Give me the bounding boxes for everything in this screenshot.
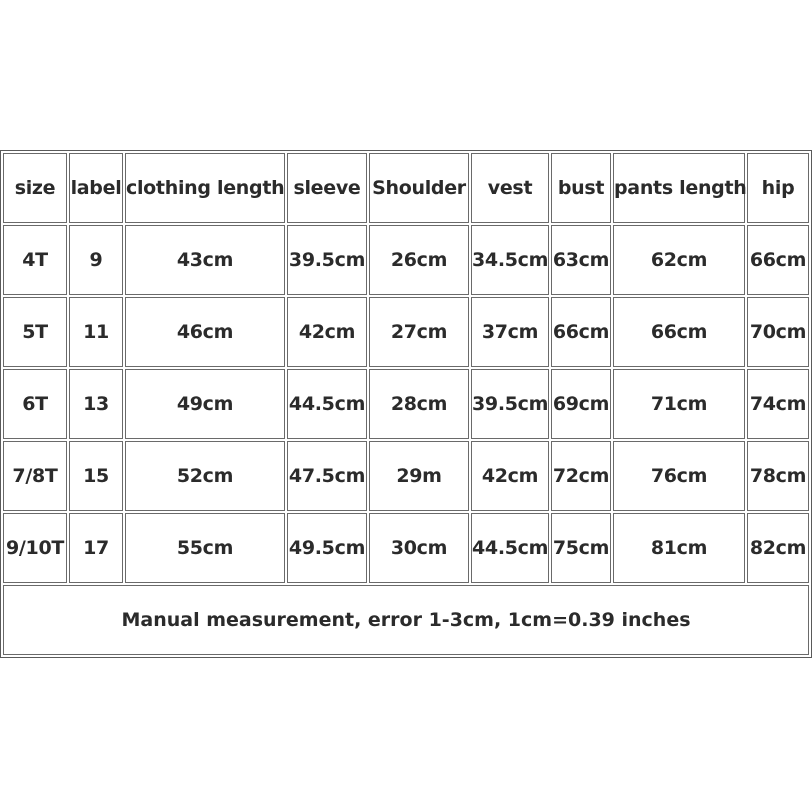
cell-clothing-length: 49cm — [125, 369, 285, 439]
cell-vest: 37cm — [471, 297, 549, 367]
cell-bust: 63cm — [551, 225, 611, 295]
cell-label: 9 — [69, 225, 123, 295]
cell-sleeve: 49.5cm — [287, 513, 367, 583]
header-sleeve: sleeve — [287, 153, 367, 223]
cell-pants-length: 66cm — [613, 297, 745, 367]
cell-hip: 66cm — [747, 225, 809, 295]
cell-bust: 75cm — [551, 513, 611, 583]
cell-size: 4T — [3, 225, 67, 295]
header-size: size — [3, 153, 67, 223]
cell-size: 7/8T — [3, 441, 67, 511]
cell-sleeve: 42cm — [287, 297, 367, 367]
table-row — [3, 225, 809, 295]
cell-label: 17 — [69, 513, 123, 583]
cell-clothing-length: 55cm — [125, 513, 285, 583]
header-hip: hip — [747, 153, 809, 223]
cell-bust: 66cm — [551, 297, 611, 367]
cell-clothing-length: 46cm — [125, 297, 285, 367]
header-bust: bust — [551, 153, 611, 223]
cell-pants-length: 76cm — [613, 441, 745, 511]
cell-size: 6T — [3, 369, 67, 439]
header-pants-length: pants length — [613, 153, 745, 223]
cell-hip: 74cm — [747, 369, 809, 439]
size-chart-table — [0, 150, 812, 658]
cell-pants-length: 62cm — [613, 225, 745, 295]
cell-clothing-length: 43cm — [125, 225, 285, 295]
cell-vest: 42cm — [471, 441, 549, 511]
cell-shoulder: 27cm — [369, 297, 469, 367]
cell-pants-length: 71cm — [613, 369, 745, 439]
cell-hip: 78cm — [747, 441, 809, 511]
cell-shoulder: 28cm — [369, 369, 469, 439]
cell-label: 15 — [69, 441, 123, 511]
header-clothing-length: clothing length — [125, 153, 285, 223]
table-row — [3, 513, 809, 583]
cell-shoulder: 26cm — [369, 225, 469, 295]
cell-clothing-length: 52cm — [125, 441, 285, 511]
cell-vest: 39.5cm — [471, 369, 549, 439]
cell-size: 5T — [3, 297, 67, 367]
cell-sleeve: 47.5cm — [287, 441, 367, 511]
cell-label: 13 — [69, 369, 123, 439]
header-label: label — [69, 153, 123, 223]
cell-vest: 44.5cm — [471, 513, 549, 583]
cell-shoulder: 30cm — [369, 513, 469, 583]
table-row — [3, 441, 809, 511]
measurement-note: Manual measurement, error 1-3cm, 1cm=0.39 inches — [3, 585, 809, 655]
cell-vest: 34.5cm — [471, 225, 549, 295]
table-row — [3, 297, 809, 367]
header-shoulder: Shoulder — [369, 153, 469, 223]
cell-sleeve: 44.5cm — [287, 369, 367, 439]
cell-shoulder: 29m — [369, 441, 469, 511]
cell-size: 9/10T — [3, 513, 67, 583]
cell-hip: 82cm — [747, 513, 809, 583]
header-vest: vest — [471, 153, 549, 223]
cell-hip: 70cm — [747, 297, 809, 367]
cell-pants-length: 81cm — [613, 513, 745, 583]
cell-sleeve: 39.5cm — [287, 225, 367, 295]
cell-bust: 72cm — [551, 441, 611, 511]
table-row — [3, 369, 809, 439]
header-row — [3, 153, 809, 223]
note-row — [3, 585, 809, 655]
cell-bust: 69cm — [551, 369, 611, 439]
cell-label: 11 — [69, 297, 123, 367]
